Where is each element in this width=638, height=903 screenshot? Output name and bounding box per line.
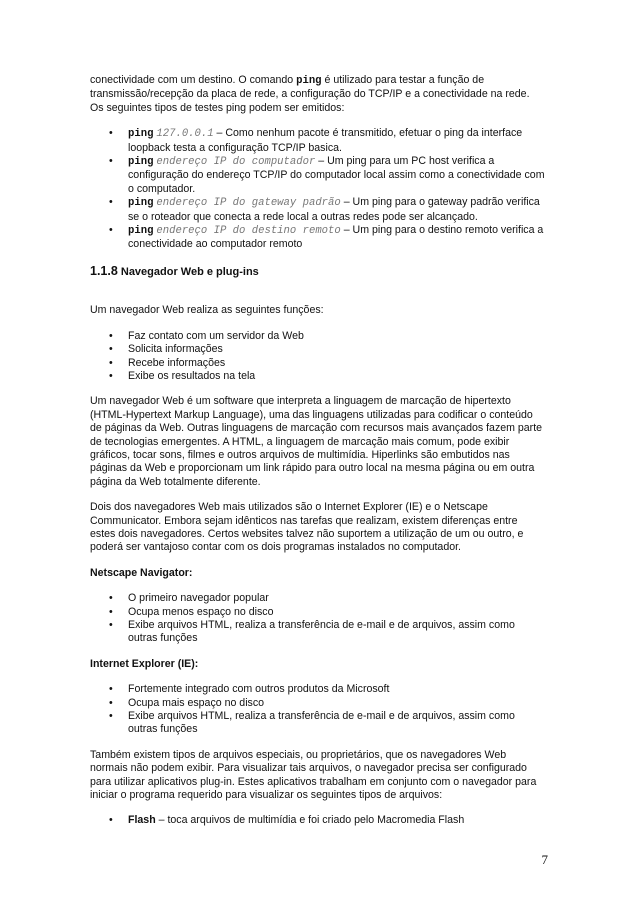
list-item: • Exibe arquivos HTML, realiza a transferência de e-mail e de arquivos, assim como outras funções <box>90 619 545 646</box>
ping-test-list <box>90 127 545 252</box>
netscape-heading: Netscape Navigator: <box>90 566 193 579</box>
list-item: • Ocupa menos espaço no disco <box>90 606 545 619</box>
page-number: 7 <box>541 852 548 867</box>
list-item: • Faz contato com um servidor da Web <box>90 330 545 343</box>
list-item: • Flash – toca arquivos de multimídia e foi criado pelo Macromedia Flash <box>90 814 545 827</box>
plugin-list <box>90 814 545 827</box>
netscape-list <box>90 592 545 646</box>
list-item: • Solicita informações <box>90 343 545 356</box>
special-files-paragraph: Também existem tipos de arquivos especiais, ou proprietários, que os navegadores Web normais não podem exibir. Para visualizar tais arquivos, o navegador precisa ser configurado para utilizar aplicativos plug-in. Estes aplicativos trabalham em conjunto com o navegador para iniciar o programa requerido para visualizar os seguintes tipos de arquivos: <box>90 748 537 802</box>
list-item: • ping 127.0.0.1 – Como nenhum pacote é transmitido, efetuar o ping da interface loopback testa a configuração TCP/IP basica. <box>90 127 545 155</box>
list-item: • Exibe os resultados na tela <box>90 370 545 383</box>
list-item: • ping endereço IP do computador – Um ping para um PC host verifica a configuração do endereço TCP/IP do computador local assim como a conectividade com o computador. <box>90 155 545 196</box>
ie-heading: Internet Explorer (IE): <box>90 657 199 670</box>
browser-function-list <box>90 330 545 384</box>
list-item: • Recebe informações <box>90 357 545 370</box>
list-item: • Fortemente integrado com outros produtos da Microsoft <box>90 683 545 696</box>
list-item: • ping endereço IP do destino remoto – Um ping para o destino remoto verifica a conectividade ao computador remoto <box>90 224 545 252</box>
browser-intro: Um navegador Web realiza as seguintes funções: <box>90 304 324 317</box>
section-heading: 1.1.8 Navegador Web e plug-ins <box>90 263 259 278</box>
ie-list <box>90 683 545 737</box>
document-page <box>90 74 545 828</box>
list-item: • O primeiro navegador popular <box>90 592 545 605</box>
browsers-paragraph: Dois dos navegadores Web mais utilizados são o Internet Explorer (IE) e o Netscape Communicator. Embora sejam idênticos nas tarefas que realizam, existem diferenças entre estes dois navegadores. Certos websites talvez não suportem a utilização de um ou outro, e poderá ser vantajoso contar com os dois programas instalados no computador. <box>90 501 524 554</box>
list-item: • ping endereço IP do gateway padrão – Um ping para o gateway padrão verifica se o roteador que conecta a rede local a outras redes pode ser alcançado. <box>90 196 545 224</box>
ping-command: ping <box>296 75 322 87</box>
intro-paragraph: conectividade com um destino. O comando ping é utilizado para testar a função de transmissão/recepção da placa de rede, a configuração do TCP/IP e a conectividade na rede. Os seguintes tipos de testes ping podem ser emitidos: <box>90 74 530 114</box>
software-paragraph: Um navegador Web é um software que interpreta a linguagem de marcação de hipertexto (HTML-Hypertext Markup Language), uma das linguagens utilizadas para codificar o conteúdo de páginas da Web. Outras linguagens de marcação com recursos mais avançados fazem parte de tecnologias emergentes. A HTML, a linguagem de marcação mais comum, pode exibir gráficos, tocar sons, filmes e outros arquivos de multimídia. Hiperlinks são embutidos nas páginas da Web e proporcionam um link rápido para outro local na mesma página ou em outra página da Web totalmente diferente. <box>90 395 543 488</box>
list-item: • Exibe arquivos HTML, realiza a transferência de e-mail e de arquivos, assim como outras funções <box>90 710 545 737</box>
list-item: • Ocupa mais espaço no disco <box>90 697 545 710</box>
